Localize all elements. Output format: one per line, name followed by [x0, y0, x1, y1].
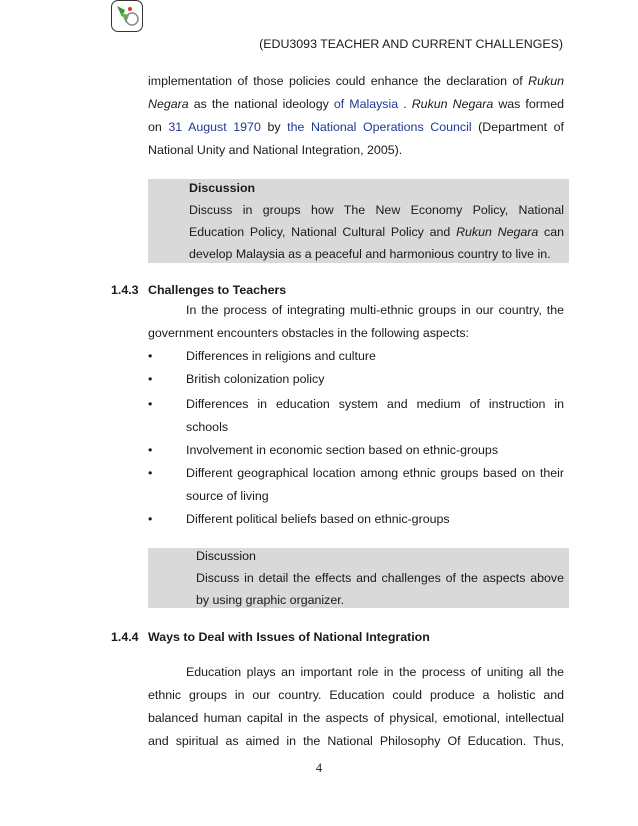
discussion-heading: Discussion [189, 181, 256, 195]
intro-paragraph: implementation of those policies could enhance the declaration of Rukun Negara as the national ideology of Malaysia . Rukun Negara was formed on 31 August 1970 by the National Operations Council (Department of National Unity and National Integration, 2005). [148, 74, 564, 157]
section-heading-1-4-3: 1.4.3 Challenges to Teachers [111, 283, 287, 297]
section-heading-1-4-4: 1.4.4 Ways to Deal with Issues of National Integration [111, 630, 430, 644]
discussion-box-1 [148, 179, 569, 263]
discussion-heading: Discussion [196, 549, 256, 563]
discussion-text: Discuss in detail the effects and challenges of the aspects above by using graphic organizer. [196, 571, 564, 607]
page-header: (EDU3093 TEACHER AND CURRENT CHALLENGES) [259, 37, 563, 51]
page-number: 4 [315, 761, 323, 775]
discussion-box-2 [148, 548, 569, 608]
logo-icon [111, 0, 143, 32]
section-1-4-4-paragraph: Education plays an important role in the process of uniting all the ethnic groups in our country. Education could produce a holistic and balanced human capital in the aspects of physical, emotional, intellectual and spiritual as aimed in the National Philosophy Of Education. Thus, [148, 665, 564, 748]
section-1-4-3-intro: In the process of integrating multi-ethnic groups in our country, the government encounters obstacles in the following aspects: [148, 303, 564, 340]
discussion-text: Discuss in groups how The New Economy Policy, National Education Policy, National Cultural Policy and Rukun Negara can develop Malaysia as a peaceful and harmonious country to live in. [189, 203, 564, 261]
